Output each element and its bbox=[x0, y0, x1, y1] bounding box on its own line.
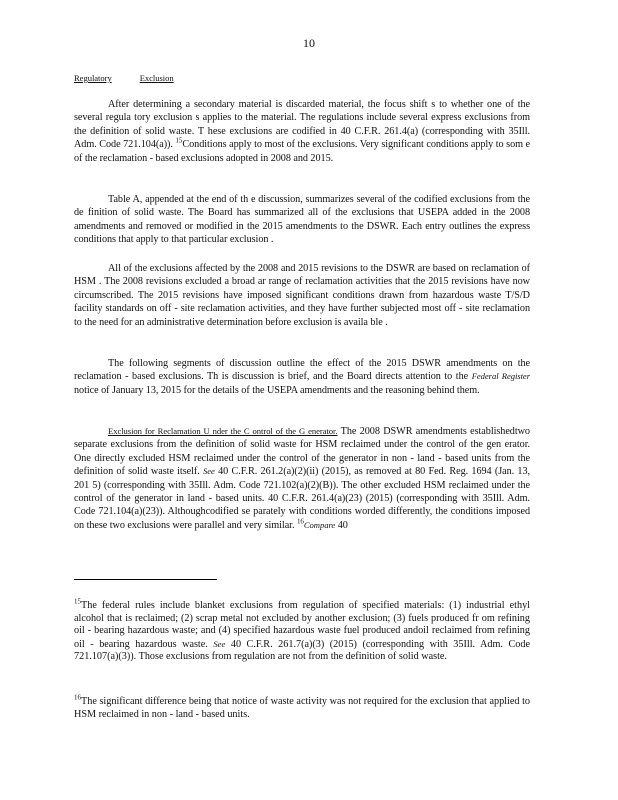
body-paragraph-4 bbox=[74, 357, 530, 397]
section-heading-word-2: Exclusion bbox=[139, 73, 174, 83]
federal-register-italic: Federal Register bbox=[471, 371, 530, 382]
footnote-marker: 16 bbox=[296, 517, 304, 526]
paragraph-text: 40 C.F.R. 261.2(a)(2)(ii) (2015), as removed at 80 Fed. Reg. 1694 (Jan. 13, 201 5) (corresponding with 35Ill. Adm. Code 721.102(a)(2)(B)). The other excluded HSM reclaimed under the control of the generator in land - based units. 40 C.F.R. 261.4(a)(23) (2015) (corresponding with 35Ill. Adm. Code 721.104(a)(23)). Althoughcodified se parately with conditions worded differently, the conditions imposed on these two exclusions were parallel and very similar. bbox=[74, 466, 531, 531]
paragraph-text: The 2008 DSWR amendments establishedtwo separate exclusions from the definition of solid waste for HSM reclaimed under the control of the gen erator. One directly excluded HSM reclaimed under the control of the generator in non - land - based units from the definition of solid waste itself. bbox=[74, 426, 530, 478]
footnote-text: 40 C.F.R. 261.7(a)(3) (2015) (corresponding with 35Ill. Adm. Code 721.107(a)(3)). Those exclusions from regulation are not from the definition of solid waste. bbox=[74, 638, 531, 663]
page-number: 10 bbox=[303, 36, 315, 50]
section-heading bbox=[74, 72, 530, 85]
footnote-number: 15 bbox=[74, 597, 81, 606]
footnote-marker: 15 bbox=[175, 136, 183, 145]
footnote-text: The significant difference being that notice of waste activity was not required for the exclusion that applied to HSM reclaimed in non - land - based units. bbox=[74, 696, 530, 720]
paragraph-text: Conditions apply to most of the exclusions. Very significant conditions apply to som e of the reclamation - based exclusions adopted in 2008 and 2015. bbox=[74, 139, 531, 164]
body-paragraph-5 bbox=[74, 425, 530, 532]
footnote-number: 16 bbox=[74, 693, 81, 702]
see-signal: See bbox=[213, 638, 226, 649]
paragraph-text: The following segments of discussion outline the effect of the 2015 DSWR amendments on the reclamation - based exclusions. Th is discussion is brief, and the Board directs attention to the bbox=[74, 358, 530, 383]
paragraph-text: After determining a secondary material is discarded material, the focus shift s to whether one of the several regula tory exclusion s applies to the material. The regulations include several express exclusions from the definition of solid waste. T hese exclusions are codified in 40 C.F.R. 261.4(a) (corresponding with 35Ill. Adm. Code 721.104(a)). bbox=[74, 99, 530, 151]
footnote-text: The federal rules include blanket exclusions from regulation of specified materials: (1) industrial ethyl alcohol that is reclaimed; (2) scrap metal not excluded by another exclusion; (3) fuels produced fr om refining oil - bearing hazardous waste; and (4) specified hazardous waste fuel produced andoil reclaimed from refining oil - bearing hazardous waste. bbox=[74, 600, 530, 650]
paragraph-text: All of the exclusions affected by the 2008 and 2015 revisions to the DSWR are based on reclamation of HSM . The 2008 revisions excluded a broad ar range of reclamation activities that the 2015 revisions have now circumscribed. The 2015 revisions have imposed significant conditions drawn from hazardous waste T/S/D facility standards on off - site reclamation activities, and they have further subjected most off - site reclamation to the need for an administrative determination before exclusion is availa ble . bbox=[74, 263, 530, 328]
footnote-16 bbox=[74, 693, 530, 721]
section-heading-word-1: Regulatory bbox=[74, 73, 112, 83]
body-paragraph-2 bbox=[74, 193, 530, 247]
paragraph-text: 40 bbox=[337, 519, 348, 531]
run-in-heading: Exclusion for Reclamation U nder the C ontrol of the G enerator. bbox=[108, 426, 338, 436]
footnote-15 bbox=[74, 597, 531, 664]
paragraph-text: notice of January 13, 2015 for the details of the USEPA amendments and the reasoning behind them. bbox=[74, 384, 480, 396]
see-signal: See bbox=[203, 466, 215, 477]
compare-signal: Compare bbox=[303, 519, 336, 530]
footnote-separator bbox=[74, 579, 217, 580]
body-paragraph-1 bbox=[74, 98, 530, 165]
body-paragraph-3 bbox=[74, 262, 530, 329]
paragraph-text: Table A, appended at the end of th e discussion, summarizes several of the codified exclusions from the de finition of solid waste. The Board has summarized all of the exclusions that USEPA added in the 2008 amendments and removed or modified in the 2015 amendments to the DSWR. Each entry outlines the express conditions that apply to that particular exclusion . bbox=[74, 194, 530, 246]
